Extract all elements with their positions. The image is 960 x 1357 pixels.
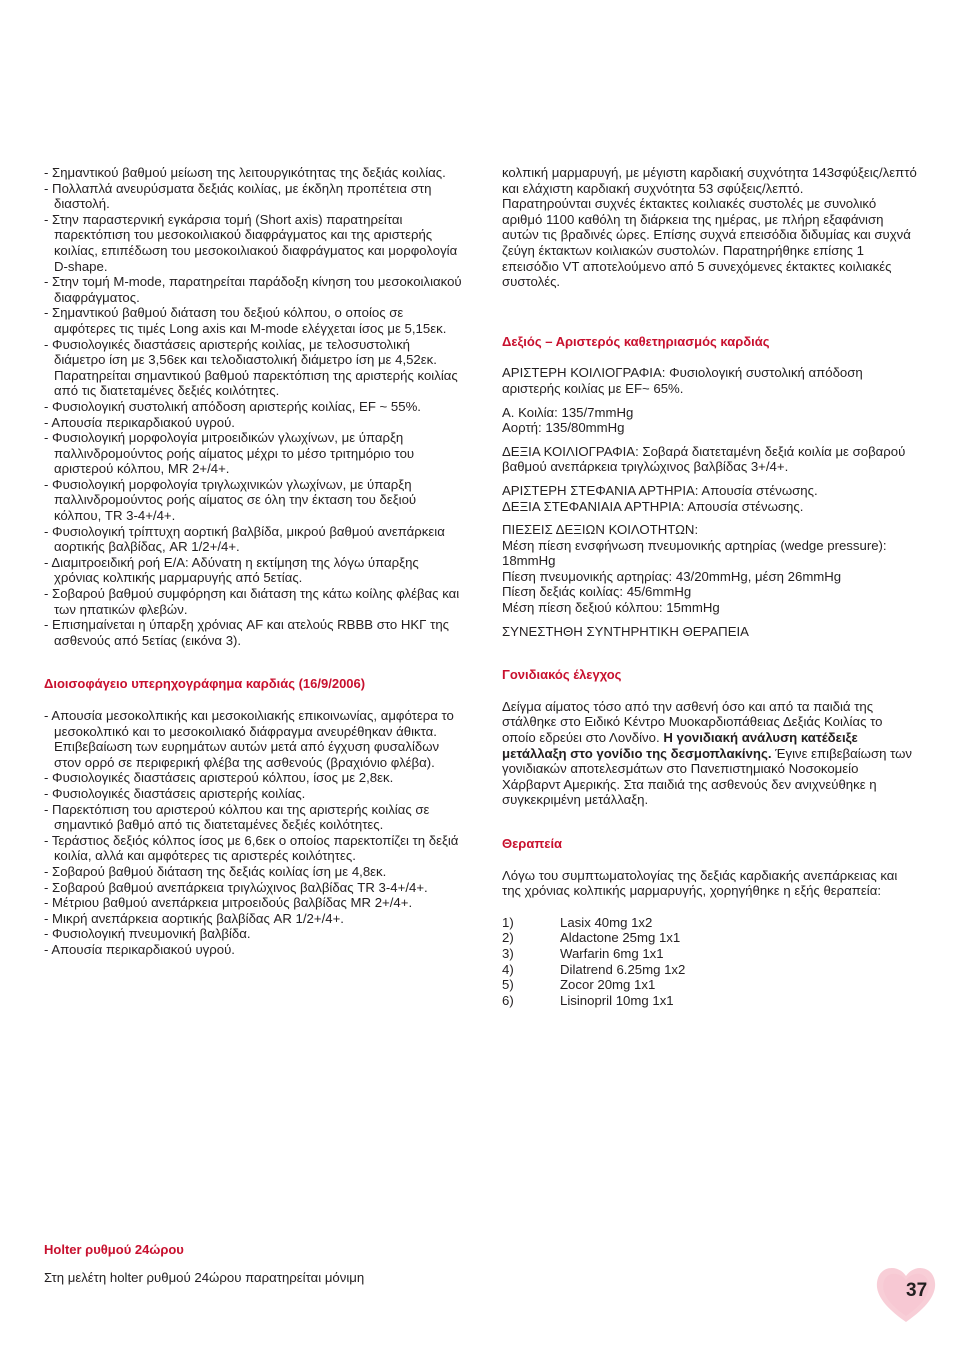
echo-finding: - Φυσιολογική τρίπτυχη αορτική βαλβίδα, μικρού βαθμού ανεπάρκεια αορτικής βαλβίδας, AR 1/2+/4+. (44, 523, 445, 555)
page-number: 37 (906, 1280, 928, 1301)
medication-item (502, 962, 918, 978)
echo-finding: - Στην τομή M-mode, παρατηρείται παράδοξη κίνηση του μεσοκοιλιακού διαφράγματος. (44, 274, 462, 305)
echo-finding: - Σοβαρού βαθμού συμφόρηση και διάταση της κάτω κοίλης φλέβας και των ηπατικών φλεβών. (44, 586, 460, 617)
left-column (44, 165, 464, 958)
holter-text: Στη μελέτη holter ρυθμού 24ώρου παρατηρείται μόνιμη (44, 1270, 365, 1285)
tee-finding: - Τεράστιος δεξιός κόλπος ίσος με 6,6εκ ο οποίος παρεκτοπίζει τη δεξιά κοιλία, αλλά και αμφότερες τις αριστερές κοιλότητες. (44, 832, 459, 864)
tee-finding: - Φυσιολογικές διαστάσεις αριστερής κοιλίας. (44, 785, 306, 801)
medication-number: 6) (502, 992, 514, 1008)
echo-findings-list (44, 165, 464, 648)
left-coronary: ΑΡΙΣΤΕΡΗ ΣΤΕΦΑΝΙΑ ΑΡΤΗΡΙΑ: Απουσία στένωσης. (502, 482, 818, 498)
medication-number: 4) (502, 961, 514, 977)
aorta-pressure: Αορτή: 135/80mmHg (502, 420, 625, 436)
medication-item (502, 915, 918, 931)
medication-item (502, 946, 918, 962)
holter-continuation: κολπική μαρμαρυγή, με μέγιστη καρδιακή συχνότητα 143σφύξεις/λεπτό και ελάχιστη καρδιακή συχνότητα 53 σφύξεις/λεπτό. (502, 165, 917, 196)
medication-name: Lisinopril 10mg 1x1 (560, 992, 674, 1008)
therapy-text: Λόγω του συμπτωματολογίας της δεξιάς καρδιακής ανεπάρκειας και της χρόνιας κολπικής μαρμαρυγής, χορηγήθηκε η εξής θεραπεία: (502, 867, 898, 899)
tee-finding: - Παρεκτόπιση του αριστερού κόλπου και της αριστερής κοιλίας σε σημαντικό βαθμό από τις διατεταμένες δεξιές κοιλότητες. (44, 801, 430, 833)
echo-finding: - Φυσιολογική μορφολογία μιτροειδικών γλωχίνων, με ύπαρξη παλλινδρομούντος ροής αίματος μέχρι το μέσο τριτημόριο του αριστερού κόλπου, MR 2+/4+. (44, 430, 415, 477)
right-coronary: ΔΕΞΙΑ ΣΤΕΦΑΝΙΑΙΑ ΑΡΤΗΡΙΑ: Απουσία στένωσης. (502, 498, 804, 514)
medication-item (502, 993, 918, 1009)
medication-item (502, 930, 918, 946)
medication-number: 2) (502, 930, 514, 946)
medication-name: Zocor 20mg 1x1 (560, 977, 656, 993)
echo-finding: - Φυσιολογικές διαστάσεις αριστερής κοιλίας, με τελοσυστολική διάμετρο ίση με 3,56εκ και τελοδιαστολική διάμετρο ίση με 4,52εκ. Παρατηρείται σημαντικού βαθμού παρεκτόπιση της αριστερής κοιλίας από τις διατεταμένες δεξιές κοιλότητες. (44, 336, 458, 399)
catheterization-heading: Δεξιός – Αριστερός καθετηριασμός καρδιάς (502, 333, 770, 349)
tee-finding: - Σοβαρού βαθμού ανεπάρκεια τριγλώχινος βαλβίδας TR 3-4+/4+. (44, 879, 428, 895)
medication-number: 1) (502, 914, 514, 930)
medication-number: 3) (502, 945, 514, 961)
ra-pressure: Μέση πίεση δεξιού κόλπου: 15mmHg (502, 600, 720, 616)
holter-continuation-2: Παρατηρούνται συχνές έκτακτες κοιλιακές συστολές με συνολικό αριθμό 1100 καθόλη τη διάρκεια της ημέρας, με πλήρη εξαφάνιση αυτών τις βραδινές ώρες. Επίσης συχνά επεισόδια διδυμίας και συχνά ζεύγη έκτακτων κοιλιακών συστολών. Παρατηρήθηκε επίσης 1 επεισόδιο VT αποτελούμενο από 5 συνεχόμενες έκτακτες κοιλιακές συστολές. (502, 196, 911, 290)
echo-finding: - Σημαντικού βαθμού μείωση της λειτουργικότητας της δεξιάς κοιλίας. (44, 165, 446, 180)
medication-list (502, 915, 918, 1009)
rv-pressure: Πίεση δεξιάς κοιλίας: 45/6mmHg (502, 584, 692, 600)
pressures-title: ΠΙΕΣΕΙΣ ΔΕΞΙΩΝ ΚΟΙΛΟΤΗΤΩΝ: (502, 522, 699, 538)
genetic-text (502, 699, 918, 808)
genetic-text-a: Δείγμα αίματος τόσο από την ασθενή όσο και από τα παιδιά της στάλθηκε στο Ειδικό Κέντρο Μυοκαρδιοπάθειας Δεξιάς Κοιλίας το οποίο εδρεύει στο Λονδίνο. (502, 698, 883, 746)
echo-finding: - Επισημαίνεται η ύπαρξη χρόνιας AF και ατελούς RBBB στο ΗΚΓ της ασθενούς από 5ετίας (εικόνα 3). (44, 617, 450, 648)
medication-name: Aldactone 25mg 1x1 (560, 930, 681, 946)
right-column (502, 165, 918, 1008)
tee-finding: - Φυσιολογικές διαστάσεις αριστερού κόλπου, ίσος με 2,8εκ. (44, 770, 394, 786)
medication-name: Warfarin 6mg 1x1 (560, 945, 664, 961)
echo-finding: - Απουσία περικαρδιακού υγρού. (44, 414, 235, 430)
medication-name: Dilatrend 6.25mg 1x2 (560, 961, 686, 977)
genetic-text-b: Έγινε επιβεβαίωση των γονιδιακών αποτελεσμάτων στο Πανεπιστημιακό Νοσοκομείο Χάρβαρντ Αμερικής. Στα παιδιά της ασθενούς δεν ανιχνεύθηκε η συγκεκριμένη μετάλλαξη. (502, 745, 913, 808)
conservative-therapy: ΣΥΝΕΣΤΗΘΗ ΣΥΝΤΗΡΗΤΙΚΗ ΘΕΡΑΠΕΙΑ (502, 623, 749, 639)
genetic-text-bold: Η γονιδιακή ανάλυση κατέδειξε μετάλλαξη στο γονίδιο της δεσμοπλακίνης. (502, 730, 858, 761)
tee-finding: - Απουσία περικαρδιακού υγρού. (44, 941, 235, 957)
left-ventriculography: ΑΡΙΣΤΕΡΗ ΚΟΙΛΙΟΓΡΑΦΙΑ: Φυσιολογική συστολική απόδοση αριστερής κοιλίας με EF~ 65%. (502, 365, 863, 396)
tee-finding: - Μικρή ανεπάρκεια αορτικής βαλβίδας AR 1/2+/4+. (44, 910, 344, 926)
tee-finding: - Φυσιολογική πνευμονική βαλβίδα. (44, 926, 251, 942)
tee-finding: - Σοβαρού βαθμού διάταση της δεξιάς κοιλίας ίση με 4,8εκ. (44, 863, 387, 879)
tee-heading: Διοισοφάγειο υπερηχογράφημα καρδιάς (16/9/2006) (44, 676, 366, 692)
therapy-heading: Θεραπεία (502, 836, 563, 851)
echo-finding: - Φυσιολογική συστολική απόδοση αριστερής κοιλίας, EF ~ 55%. (44, 398, 421, 414)
echo-finding: - Διαμιτροειδική ροή Ε/Α: Αδύνατη η εκτίμηση της λόγω ύπαρξης χρόνιας κολπικής μαρμαρυγής από 5ετίας. (44, 554, 419, 586)
tee-finding: - Απουσία μεσοκολπικής και μεσοκοιλιακής επικοινωνίας, αμφότερα το μεσοκολπικό και το μεσοκοιλιακό διάφραγμα ανευρέθηκαν άθικτα. Επιβεβαίωση των ευρημάτων αυτών μετά από έγχυση φυσαλίδων στον ορρό σε περιφερική φλέβα της ασθενούς (βραχιόνιο φλέβα). (44, 708, 454, 770)
genetic-heading: Γονιδιακός έλεγχος (502, 667, 622, 683)
right-ventriculography: ΔΕΞΙΑ ΚΟΙΛΙΟΓΡΑΦΙΑ: Σοβαρά διατεταμένη δεξιά κοιλία με σοβαρού βαθμού ανεπάρκεια τριγλώχινος βαλβίδας 3+/4+. (502, 443, 906, 475)
lv-pressure: Α. Κοιλία: 135/7mmHg (502, 404, 634, 420)
holter-heading: Holter ρυθμού 24ώρου (44, 1242, 184, 1257)
pa-pressure: Πίεση πνευμονικής αρτηρίας: 43/20mmHg, μέση 26mmHg (502, 568, 842, 584)
medication-number: 5) (502, 977, 514, 993)
echo-finding: - Φυσιολογική μορφολογία τριγλωχινικών γλωχίνων, με ύπαρξη παλλινδρομούντος ροής αίματος σε όλη την έκταση του δεξιού κόλπου, TR 3-4+/4+. (44, 476, 417, 524)
medication-item (502, 977, 918, 993)
echo-finding: - Πολλαπλά ανευρύσματα δεξιάς κοιλίας, με έκδηλη προπέτεια στη διαστολή. (44, 180, 432, 212)
medication-name: Lasix 40mg 1x2 (560, 914, 653, 930)
echo-finding: - Στην παραστερνική εγκάρσια τομή (Short axis) παρατηρείται παρεκτόπιση του μεσοκοιλιακού διαφράγματος και της αριστερής κοιλίας, επιπέδωση του μεσοκοιλιακού διαφράγματος και μορφολογία D-shape. (44, 211, 458, 274)
tee-finding: - Μέτριου βαθμού ανεπάρκεια μιτροειδούς βαλβίδας MR 2+/4+. (44, 895, 413, 911)
echo-finding: - Σημαντικού βαθμού διάταση του δεξιού κόλπου, ο οποίος σε αμφότερες τις τιμές Long axis και M-mode ελέγχεται ίσος με 5,15εκ. (44, 305, 447, 336)
tee-findings-list (44, 708, 464, 958)
wedge-pressure: Μέση πίεση ενσφήνωση πνευμονικής αρτηρίας (wedge pressure): 18mmHg (502, 537, 887, 569)
